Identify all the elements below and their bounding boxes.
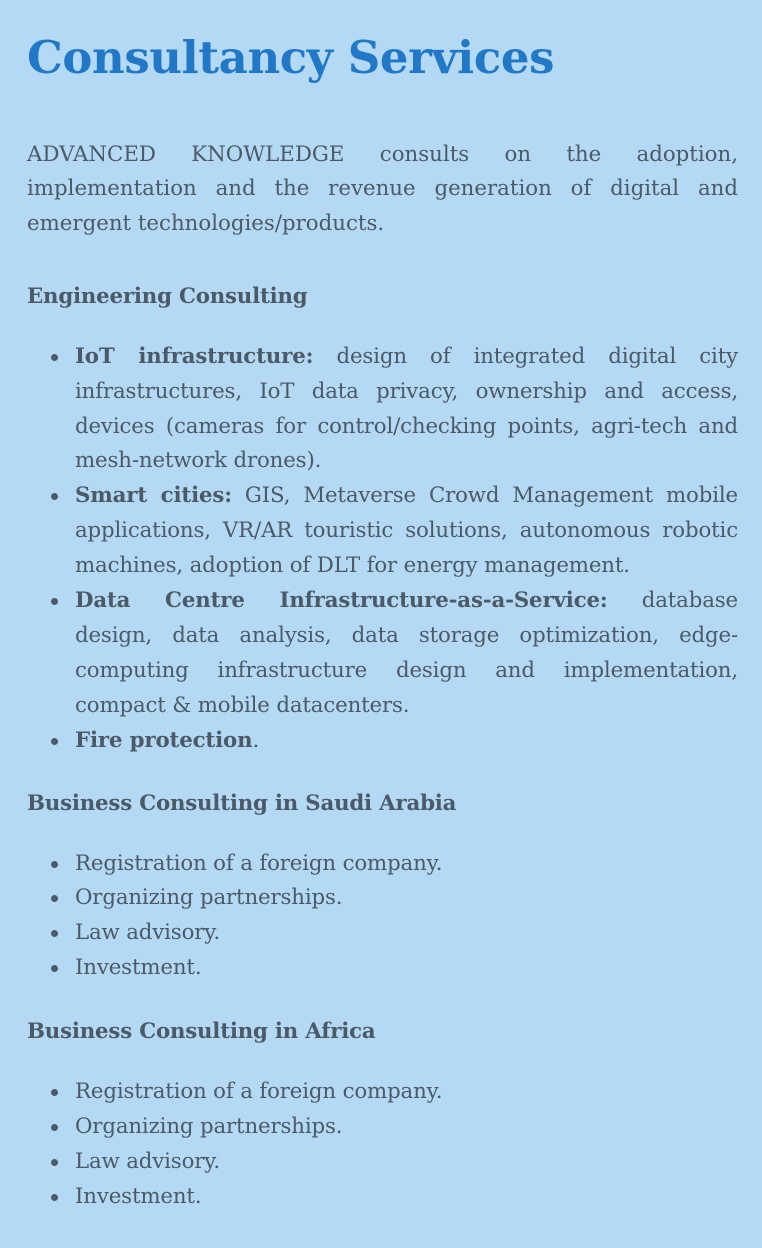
bullet-icon (51, 1124, 58, 1131)
saudi-consulting-heading: Business Consulting in Saudi Arabia (27, 790, 457, 816)
item-label: IoT infrastructure: (75, 343, 314, 369)
list-item-smart-cities (75, 479, 738, 584)
list-item (75, 1075, 738, 1110)
bullet-icon (51, 965, 58, 972)
bullet-icon (51, 1089, 58, 1096)
item-text: Registration of a foreign company. (75, 1079, 443, 1105)
list-item (75, 1145, 738, 1180)
bullet-icon (51, 930, 58, 937)
item-text: database design, data analysis, data storage optimization, edge-computing infrastructure design and implementation, compact & mobile datacenters. (75, 588, 738, 718)
item-text: Law advisory. (75, 920, 220, 946)
bullet-icon (51, 354, 58, 361)
item-label: Data Centre Infrastructure-as-a-Service: (75, 588, 608, 614)
bullet-icon (51, 598, 58, 605)
bullet-icon (51, 861, 58, 868)
list-item (75, 951, 738, 986)
africa-consulting-heading: Business Consulting in Africa (27, 1019, 376, 1045)
bullet-icon (51, 1159, 58, 1166)
bullet-icon (51, 895, 58, 902)
item-label: Smart cities: (75, 483, 232, 509)
list-item (75, 1110, 738, 1145)
list-item (75, 881, 738, 916)
item-text: Organizing partnerships. (75, 1113, 343, 1139)
list-item (75, 1180, 738, 1215)
list-item-data-centre (75, 584, 738, 724)
bullet-icon (51, 493, 58, 500)
item-text: Law advisory. (75, 1148, 220, 1174)
list-item (75, 847, 738, 882)
bullet-icon (51, 738, 58, 745)
item-text: Registration of a foreign company. (75, 850, 443, 876)
item-text: Organizing partnerships. (75, 885, 343, 911)
saudi-consulting-list (27, 847, 738, 987)
list-item (75, 916, 738, 951)
item-text: Investment. (75, 1183, 202, 1209)
item-text: Investment. (75, 955, 202, 981)
item-text: design of integrated digital city infrastructures, IoT data privacy, ownership and access, devices (cameras for control/checking points, agri-tech and mesh-network drones). (75, 343, 738, 474)
bullet-icon (51, 1194, 58, 1201)
engineering-consulting-list (27, 340, 738, 759)
item-text: . (252, 727, 260, 753)
engineering-consulting-heading: Engineering Consulting (27, 283, 308, 309)
page-title: Consultancy Services (27, 31, 555, 84)
list-item-fire-protection (75, 724, 738, 759)
item-text: GIS, Metaverse Crowd Management mobile applications, VR/AR touristic solutions, autonomous robotic machines, adoption of DLT for energy management. (75, 483, 738, 579)
africa-consulting-list (27, 1075, 738, 1215)
item-label: Fire protection (75, 727, 253, 753)
list-item-iot-infrastructure (75, 340, 738, 480)
intro-paragraph: ADVANCED KNOWLEDGE consults on the adoption, implementation and the revenue generation of digital and emergent technologies/products. (27, 141, 738, 237)
